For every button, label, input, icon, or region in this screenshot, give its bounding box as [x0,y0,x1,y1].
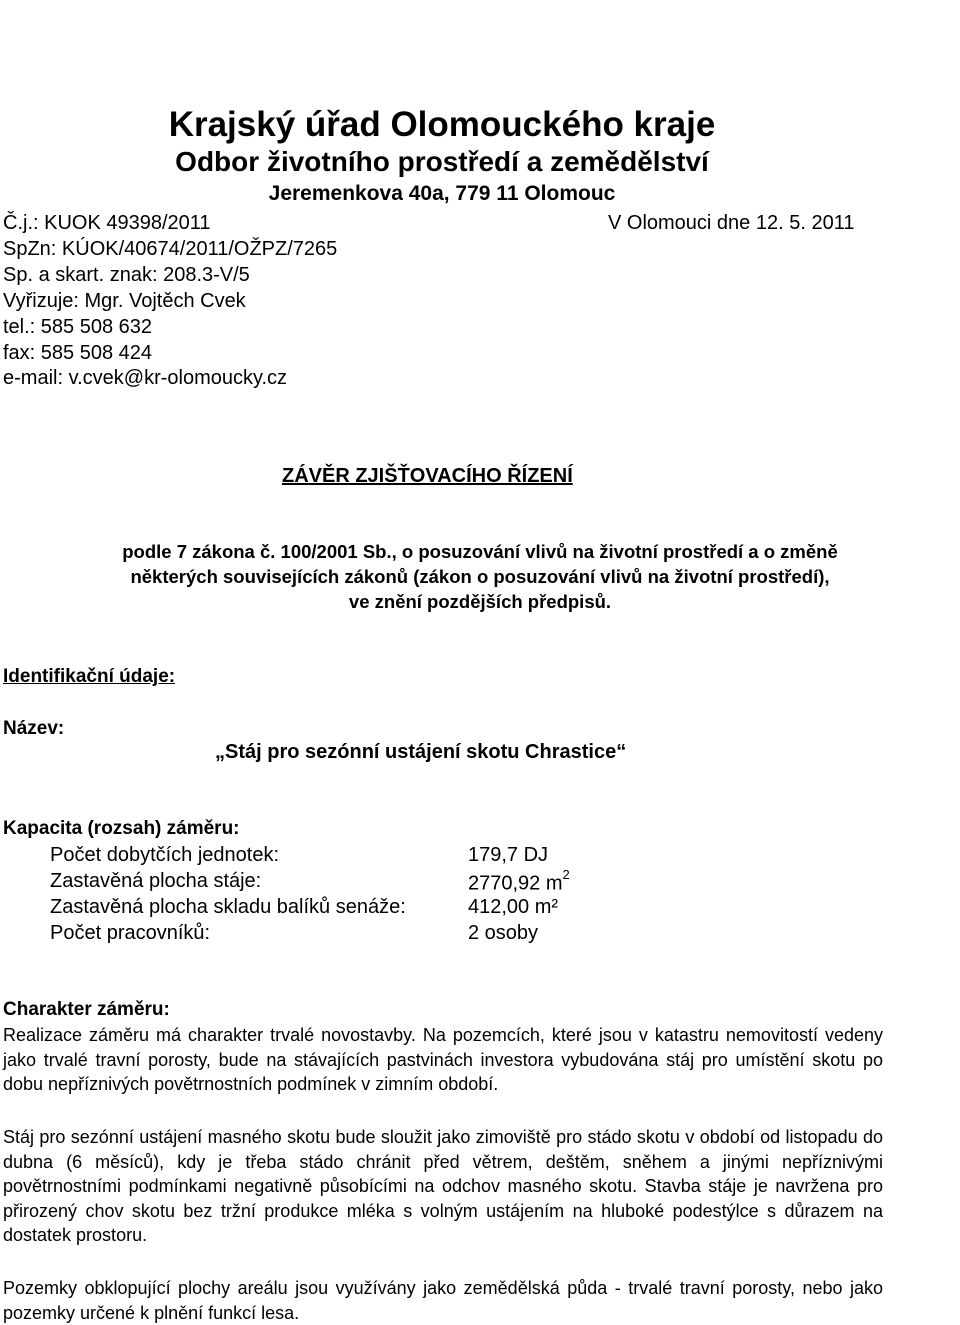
file-mark: SpZn: KÚOK/40674/2011/OŽPZ/7265 [3,238,338,260]
reference-number: Č.j.: KUOK 49398/2011 [3,212,211,234]
name-label: Název: [3,718,65,739]
legal-basis-line: některých souvisejících zákonů (zákon o posuzování vlivů na životní prostředí), [130,566,830,587]
handled-by: Vyřizuje: Mgr. Vojtěch Cvek [3,290,246,312]
capacity-label: Počet dobytčích jednotek: [50,844,280,866]
shredding-mark: Sp. a skart. znak: 208.3-V/5 [3,264,250,286]
legal-basis-line: podle 7 zákona č. 100/2001 Sb., o posuzování vlivů na životní prostředí a o změně [122,541,838,562]
capacity-label: Zastavěná plocha stáje: [50,870,262,892]
office-name: Krajský úřad Olomouckého kraje [168,105,716,144]
department-name: Odbor životního prostředí a zemědělství [175,146,709,177]
character-paragraph: Realizace záměru má charakter trvalé novostavby. Na pozemcích, které jsou v katastru nemovitostí vedeny jako trvalé travní porosty, bude na stávajících pastvinách investora vybudována stáj pro umístění skotu po dobu nepříznivých povětrnostních podmínek v zimním období. [3,1025,883,1094]
phone: tel.: 585 508 632 [3,316,153,338]
fax: fax: 585 508 424 [3,342,153,364]
document-title: ZÁVĚR ZJIŠŤOVACÍHO ŘÍZENÍ [282,465,573,487]
character-heading: Charakter záměru: [3,999,170,1020]
project-name: „Stáj pro sezónní ustájení skotu Chrastice“ [215,741,627,763]
capacity-label: Zastavěná plocha skladu balíků senáže: [50,896,406,918]
character-paragraph: Stáj pro sezónní ustájení masného skotu bude sloužit jako zimoviště pro stádo skotu v období od listopadu do dubna (6 měsíců), kdy je třeba stádo chránit před větrem, deštěm, sněhem a jinými nepříznivými povětrnostními podmínkami negativně působícími na odchov masného skotu. Stavba stáje je navržena pro přirozený chov skotu bez tržní produkce mléka s volným ustájením na hluboké podestýlce s důrazem na dostatek prostoru. [3,1127,883,1245]
legal-basis-line: ve znění pozdějších předpisů. [348,591,612,612]
capacity-heading: Kapacita (rozsah) záměru: [3,818,240,839]
character-paragraph: Pozemky obklopující plochy areálu jsou využívány jako zemědělská půda - trvalé travní porosty, nebo jako pozemky určené k plnění funkcí lesa. [3,1278,883,1323]
identification-heading: Identifikační údaje: [3,666,176,687]
email: e-mail: v.cvek@kr-olomoucky.cz [3,367,288,389]
capacity-label: Počet pracovníků: [50,922,211,944]
document-date: V Olomouci dne 12. 5. 2011 [608,212,855,234]
office-address: Jeremenkova 40a, 779 11 Olomouc [268,182,616,205]
capacity-value: 179,7 DJ [468,844,549,866]
capacity-value: 2 osoby [468,922,539,944]
capacity-value: 412,00 m² [468,896,559,918]
capacity-value: 2770,92 $m^2$ [468,867,570,895]
